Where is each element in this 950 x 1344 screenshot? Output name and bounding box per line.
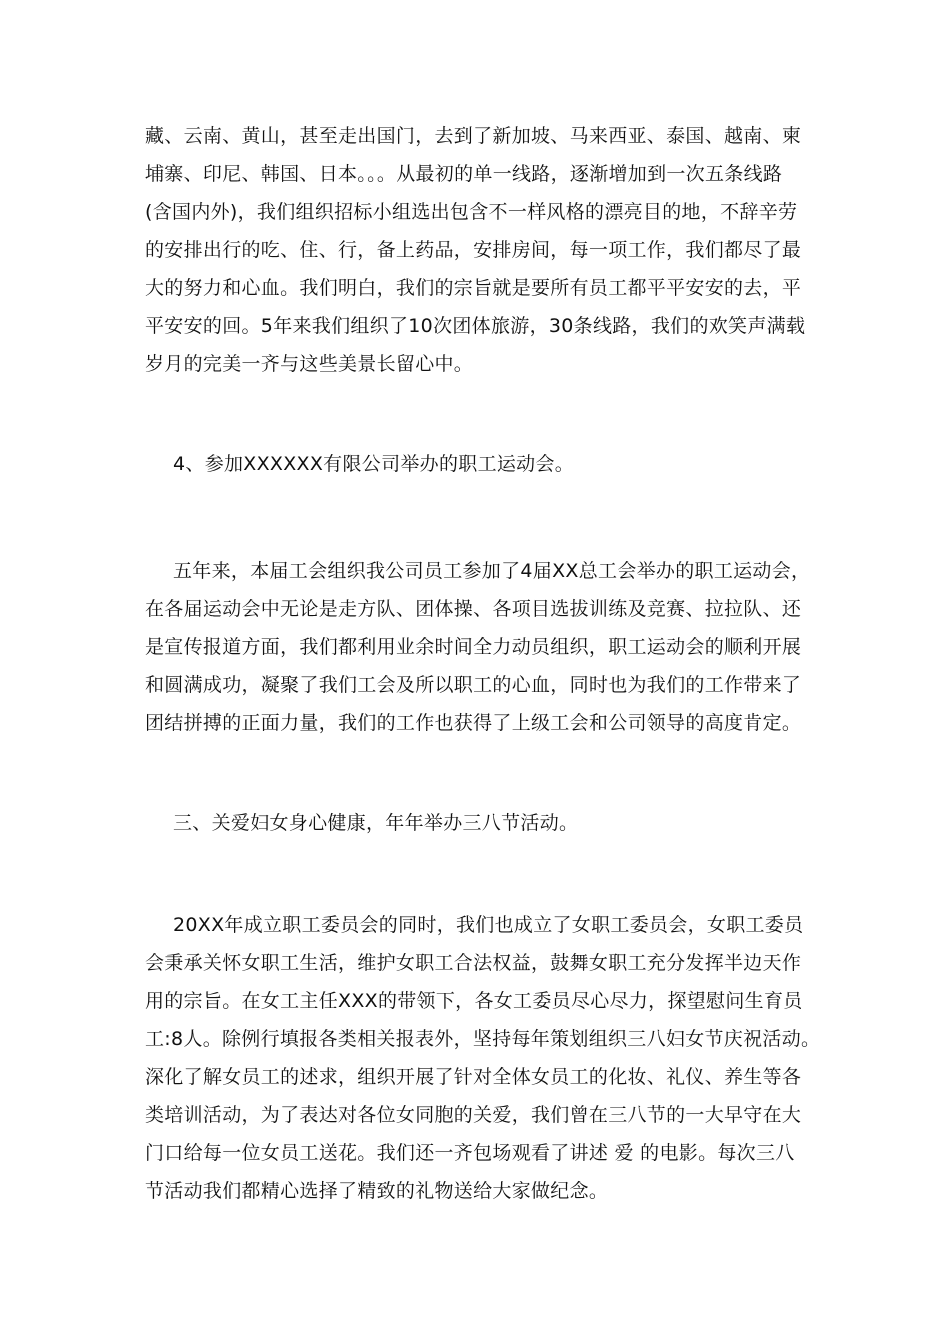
section-heading: 三、关爱妇女身心健康，年年举办三八节活动。 <box>173 812 579 834</box>
paragraph-line: 平安安的回。5年来我们组织了10次团体旅游，30条线路，我们的欢笑声满载 <box>145 315 806 337</box>
paragraph-line: 用的宗旨。在女工主任XXX的带领下，各女工委员尽心尽力，探望慰问生育员 <box>145 990 803 1012</box>
paragraph-line: 大的努力和心血。我们明白，我们的宗旨就是要所有员工都平平安安的去，平 <box>145 277 802 299</box>
paragraph-line: 和圆满成功，凝聚了我们工会及所以职工的心血，同时也为我们的工作带来了 <box>145 674 802 696</box>
paragraph-line: 团结拼搏的正面力量，我们的工作也获得了上级工会和公司领导的高度肯定。 <box>145 712 802 734</box>
paragraph-line: 藏、云南、黄山，甚至走出国门，去到了新加坡、马来西亚、泰国、越南、柬 <box>145 125 802 147</box>
paragraph-line: 埔寨、印尼、韩国、日本。。。从最初的单一线路，逐渐增加到一次五条线路 <box>145 163 783 185</box>
paragraph-line: 工:8人。除例行填报各类相关报表外，坚持每年策划组织三八妇女节庆祝活动。 <box>145 1028 821 1050</box>
paragraph-line: 五年来，本届工会组织我公司员工参加了4届XX总工会举办的职工运动会， <box>173 560 811 582</box>
paragraph-line: 会秉承关怀女职工生活，维护女职工合法权益，鼓舞女职工充分发挥半边天作 <box>145 952 802 974</box>
paragraph-line: 类培训活动，为了表达对各位女同胞的关爱，我们曾在三八节的一大早守在大 <box>145 1104 802 1126</box>
paragraph-line: 岁月的完美一齐与这些美景长留心中。 <box>145 353 474 375</box>
paragraph-line: 节活动我们都精心选择了精致的礼物送给大家做纪念。 <box>145 1180 609 1202</box>
paragraph-line: (含国内外)，我们组织招标小组选出包含不一样风格的漂亮目的地，不辞辛劳 <box>145 201 798 223</box>
paragraph-line: 的安排出行的吃、住、行，备上药品，安排房间，每一项工作，我们都尽了最 <box>145 239 802 261</box>
paragraph-line: 门口给每一位女员工送花。我们还一齐包场观看了讲述 爱 的电影。每次三八 <box>145 1142 795 1164</box>
paragraph-line: 20XX年成立职工委员会的同时，我们也成立了女职工委员会，女职工委员 <box>173 914 804 936</box>
paragraph-line: 在各届运动会中无论是走方队、团体操、各项目选拔训练及竞赛、拉拉队、还 <box>145 598 802 620</box>
paragraph-line: 是宣传报道方面，我们都利用业余时间全力动员组织，职工运动会的顺利开展 <box>145 636 802 658</box>
section-heading: 4、参加XXXXXX有限公司举办的职工运动会。 <box>173 453 575 475</box>
paragraph-line: 深化了解女员工的述求，组织开展了针对全体女员工的化妆、礼仪、养生等各 <box>145 1066 802 1088</box>
